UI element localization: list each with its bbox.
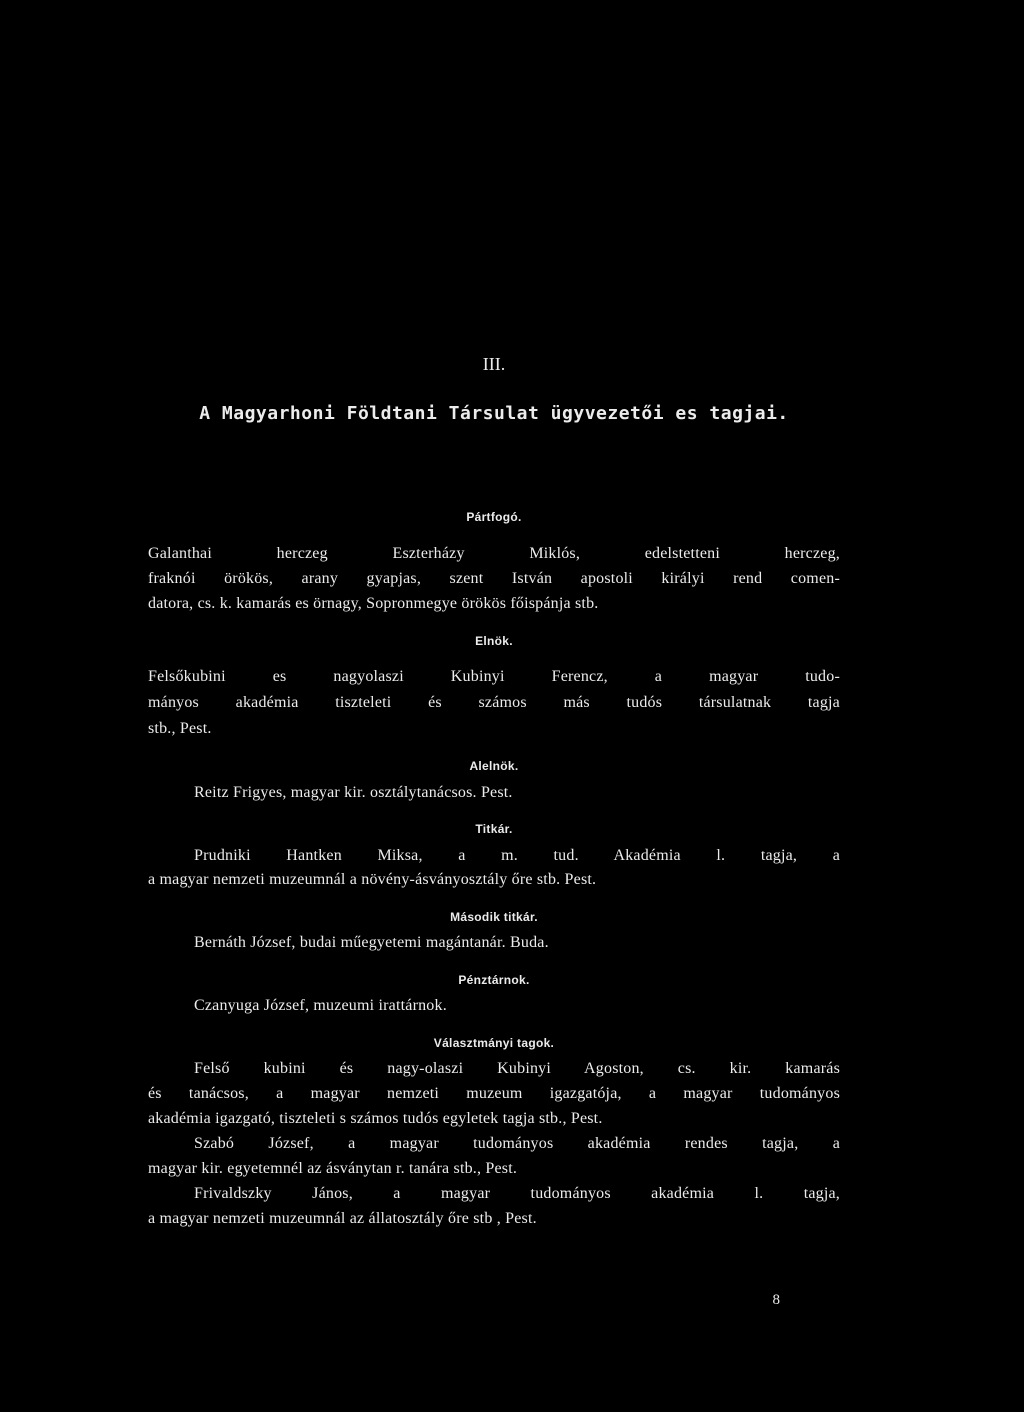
text-line: Szabó József, a magyar tudományos akadémia rendes tagja, a	[194, 1135, 840, 1152]
text-line: akadémia igazgató, tiszteleti s számos tudós egyletek tagja stb., Pest.	[148, 1110, 603, 1127]
text-line: Czanyuga József, muzeumi irattárnok.	[194, 997, 447, 1014]
text-line: a magyar nemzeti muzeumnál a növény-ásványosztály őre stb. Pest.	[148, 871, 597, 888]
text-line: és tanácsos, a magyar nemzeti muzeum igazgatója, a magyar tudományos	[148, 1085, 840, 1102]
heading-secretary: Titkár.	[475, 822, 513, 836]
heading-committee: Választmányi tagok.	[433, 1036, 555, 1050]
text-line: datora, cs. k. kamarás es örnagy, Sopronmegye örökös főispánja stb.	[148, 595, 599, 612]
heading-treasurer: Pénztárnok.	[458, 973, 530, 987]
section-number: III.	[482, 354, 506, 374]
heading-patron: Pártfogó.	[466, 510, 522, 524]
heading-president: Elnök.	[475, 634, 513, 648]
text-line: a magyar nemzeti muzeumnál az állatosztály őre stb , Pest.	[148, 1210, 537, 1227]
text-line: Felső kubini és nagy-olaszi Kubinyi Agoston, cs. kir. kamarás	[194, 1060, 840, 1077]
text-line: Prudniki Hantken Miksa, a m. tud. Akadémia l. tagja, a	[194, 847, 840, 864]
text-line: magyar kir. egyetemnél az ásványtan r. tanára stb., Pest.	[148, 1160, 518, 1177]
text-line: Felsőkubini es nagyolaszi Kubinyi Ferencz, a magyar tudo-	[148, 668, 840, 685]
text-line: Bernáth József, budai műegyetemi magántanár. Buda.	[194, 934, 549, 951]
text-line: mányos akadémia tiszteleti és számos más tudós társulatnak tagja	[148, 694, 840, 711]
text-line: Galanthai herczeg Eszterházy Miklós, edelstetteni herczeg,	[148, 545, 840, 562]
document-page	[148, 0, 840, 1412]
heading-second-secretary: Második titkár.	[450, 910, 538, 924]
text-line: Frivaldszky János, a magyar tudományos akadémia l. tagja,	[194, 1185, 840, 1202]
text-line: stb., Pest.	[148, 720, 212, 737]
page-title: A Magyarhoni Földtani Társulat ügyvezetői es tagjai.	[199, 403, 789, 424]
text-line: fraknói örökös, arany gyapjas, szent István apostoli királyi rend comen-	[148, 570, 840, 587]
text-line: Reitz Frigyes, magyar kir. osztálytanácsos. Pest.	[194, 784, 513, 801]
page-number: 8	[772, 1292, 780, 1308]
heading-vice-president: Alelnök.	[469, 759, 519, 773]
